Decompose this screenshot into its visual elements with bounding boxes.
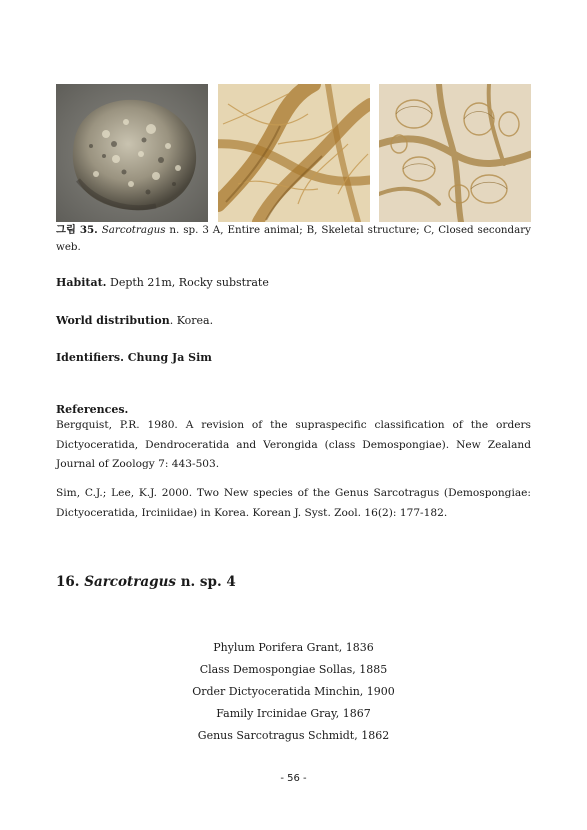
reference-item: Sim, C.J.; Lee, K.J. 2000. Two New species of the Genus Sarcotragus (Demospongiae: Dictyoceratida, Irciniidae) in Korea. Korean J. Syst. Zool. 16(2): 177-182.	[56, 487, 531, 519]
taxonomy-class: Class Demospongiae Sollas, 1885	[199, 663, 388, 676]
distribution-text: . Korea.	[169, 314, 214, 327]
distribution-line	[56, 311, 531, 331]
identifiers-line	[56, 348, 531, 368]
figure-label: 그림	[56, 224, 76, 236]
section-title	[56, 574, 531, 590]
habitat-line	[56, 273, 531, 293]
section-number: 16.	[56, 574, 80, 590]
distribution-label: World distribution	[56, 314, 170, 327]
identifiers-text: Chung Ja Sim	[123, 351, 212, 364]
caption-genus: Sarcotragus	[101, 224, 166, 236]
reference-item: Bergquist, P.R. 1980. A revision of the supraspecific classification of the orders Dictyoceratida, Dendroceratida and Verongida (class Demospongiae). New Zealand Journal of Zoology 7: 443-503.	[56, 419, 531, 470]
section-rest: n. sp. 4	[176, 574, 236, 590]
micrograph-closed-secondary-web	[379, 84, 531, 222]
figure-35	[56, 84, 531, 222]
caption-text: n. sp. 3 A, Entire animal; B, Skeletal structure; C, Closed secondary web.	[56, 224, 532, 253]
taxonomy-genus: Genus Sarcotragus Schmidt, 1862	[197, 729, 390, 742]
habitat-label: Habitat.	[56, 276, 107, 289]
taxonomy-order: Order Dictyoceratida Minchin, 1900	[192, 685, 395, 698]
page-number: - 56 -	[280, 773, 307, 784]
taxonomy-family: Family Ircinidae Gray, 1867	[216, 707, 371, 720]
figure-number: 35.	[79, 224, 98, 236]
section-genus: Sarcotragus	[84, 574, 176, 590]
habitat-text: Depth 21m, Rocky substrate	[106, 276, 269, 289]
references-heading: References.	[56, 403, 129, 416]
micrograph-skeletal-structure	[218, 84, 370, 222]
identifiers-label: Identifiers.	[56, 351, 124, 364]
taxonomy-phylum: Phylum Porifera Grant, 1836	[213, 641, 374, 654]
photo-entire-animal	[56, 84, 208, 222]
taxonomy-block	[56, 637, 531, 747]
figure-caption	[56, 222, 531, 256]
